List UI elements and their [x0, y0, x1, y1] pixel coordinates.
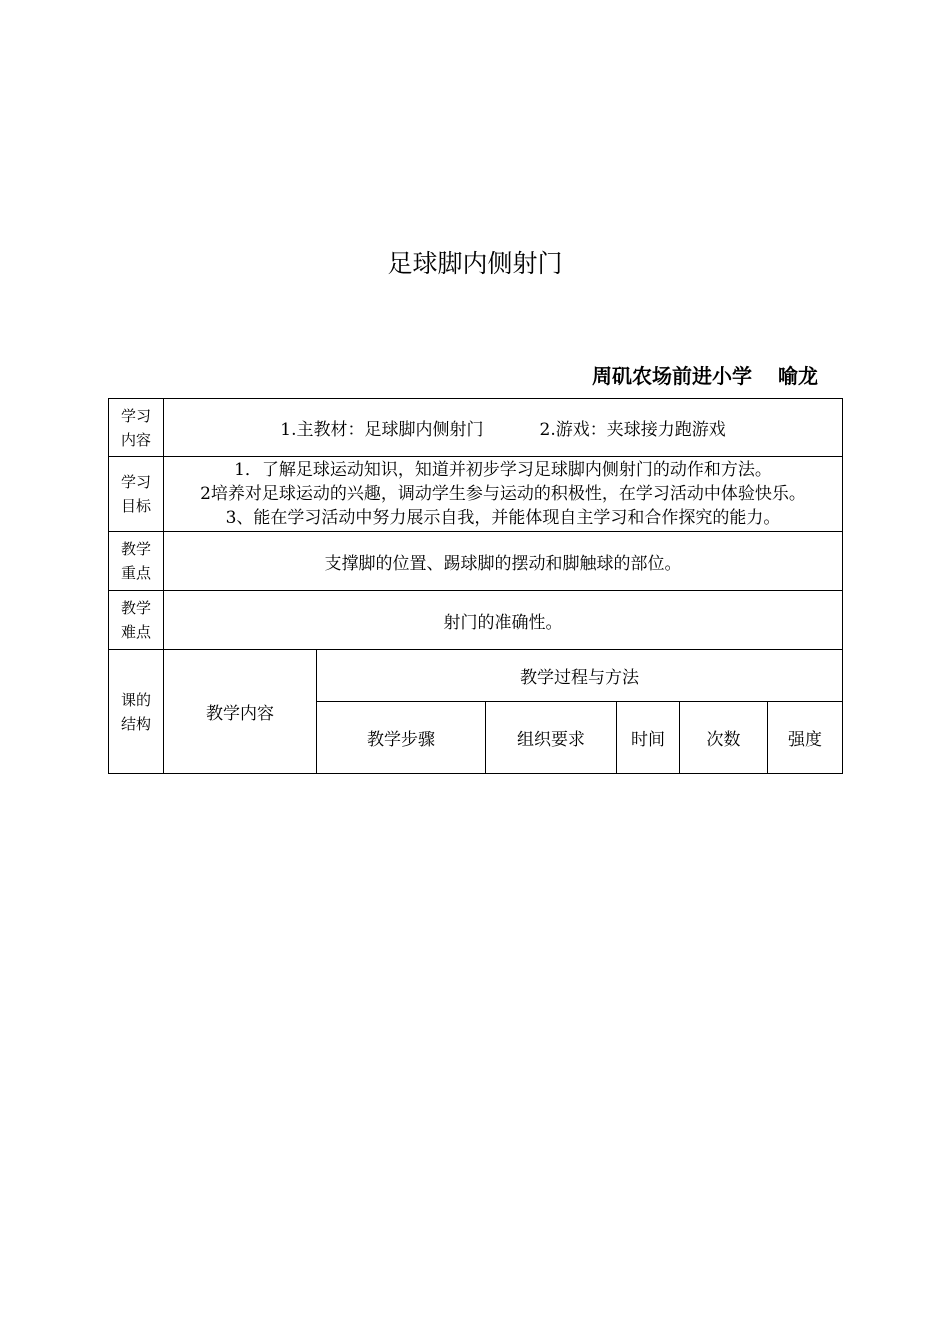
- col-count: 次数: [680, 702, 768, 774]
- header-teaching-content: 教学内容: [164, 650, 317, 774]
- row-learning-goals: [109, 457, 843, 532]
- lesson-plan-table: [108, 398, 843, 774]
- row-key-points: [109, 532, 843, 591]
- col-teaching-steps: 教学步骤: [317, 702, 486, 774]
- author-name: 喻龙: [778, 364, 818, 388]
- learning-goals-cell: [164, 457, 843, 532]
- col-organization: 组织要求: [486, 702, 617, 774]
- game-item: 2.游戏：夹球接力跑游戏: [539, 420, 726, 440]
- goal-line: 1．了解足球运动知识，知道并初步学习足球脚内侧射门的动作和方法。: [234, 460, 772, 480]
- learning-content-cell: [164, 399, 843, 457]
- label-key-points: 教学 重点: [109, 532, 164, 591]
- row-structure-header: [109, 650, 843, 702]
- document-title: 足球脚内侧射门: [387, 249, 563, 278]
- goal-line: 3、能在学习活动中努力展示自我，并能体现自主学习和合作探究的能力。: [225, 508, 781, 528]
- label-structure: 课的 结构: [109, 650, 164, 774]
- difficulties-cell: 射门的准确性。: [164, 591, 843, 650]
- goal-line: 2培养对足球运动的兴趣，调动学生参与运动的积极性，在学习活动中体验快乐。: [200, 484, 806, 504]
- col-intensity: 强度: [768, 702, 843, 774]
- label-difficulties: 教学 难点: [109, 591, 164, 650]
- label-learning-content: 学习 内容: [109, 399, 164, 457]
- col-time: 时间: [617, 702, 680, 774]
- label-learning-goals: 学习 目标: [109, 457, 164, 532]
- header-process-methods: 教学过程与方法: [317, 650, 843, 702]
- row-learning-content: [109, 399, 843, 457]
- row-difficulties: [109, 591, 843, 650]
- main-material: 1.主教材：足球脚内侧射门: [280, 420, 484, 440]
- author-line: [592, 360, 818, 389]
- key-points-cell: 支撑脚的位置、踢球脚的摆动和脚触球的部位。: [164, 532, 843, 591]
- author-school: 周矶农场前进小学: [592, 364, 752, 388]
